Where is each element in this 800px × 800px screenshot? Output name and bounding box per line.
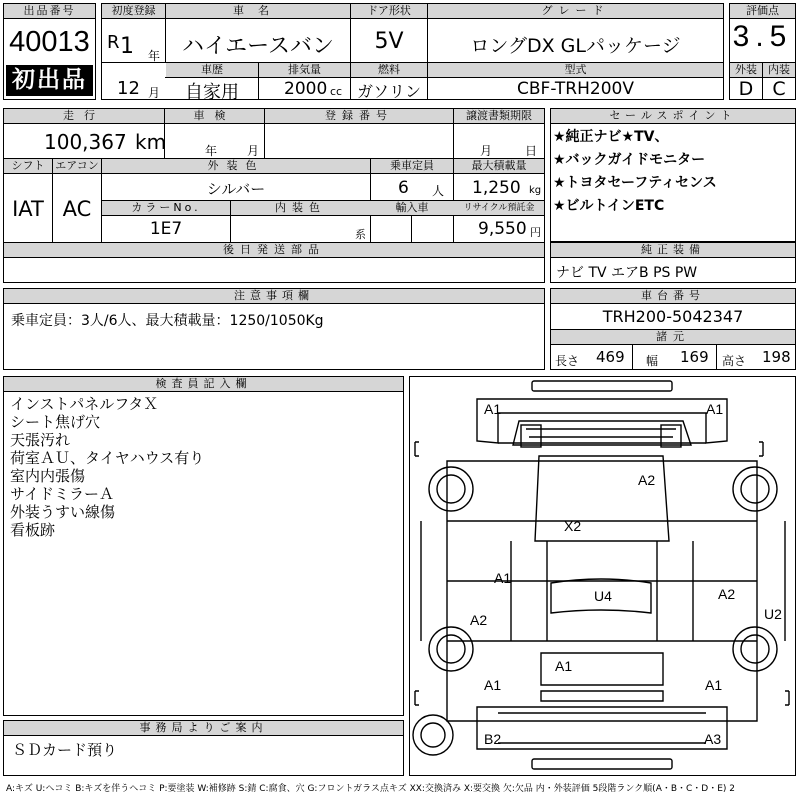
mileage: 100,367 xyxy=(44,130,127,154)
transfer-label: 譲渡書類期限 xyxy=(454,109,544,123)
recycle-unit: 円 xyxy=(530,226,541,239)
mark-rear-center: A1 xyxy=(555,658,573,674)
inspector-line-5: 室内内張傷 xyxy=(10,467,86,485)
mark-left-mid: A2 xyxy=(470,612,488,628)
caution-text: 乗車定員：3人/6人、最大積載量：1250/1050Kg xyxy=(11,313,324,329)
car-name-label: 車名 xyxy=(166,4,350,18)
model-label: 型式 xyxy=(428,63,723,77)
color-no: 1E7 xyxy=(149,219,183,239)
exterior-color: シルバー xyxy=(206,180,266,198)
equipment-list: ナビ TV エアB PS PW xyxy=(556,265,698,281)
color-no-label: カラーNo. xyxy=(102,201,230,215)
sales-point-1: ★純正ナビ★TV、 xyxy=(553,129,669,145)
door-type: 5V xyxy=(374,29,404,54)
mark-right-side: U2 xyxy=(764,606,782,622)
inspector-line-8: 看板跡 xyxy=(10,521,56,539)
sales-point-4: ★ビルトインETC xyxy=(553,198,665,214)
fuel: ガソリン xyxy=(356,82,421,101)
inspector-line-2: シート焦げ穴 xyxy=(10,413,101,431)
mileage-label: 走行 xyxy=(4,109,164,123)
color-label: 外装色 xyxy=(102,159,370,173)
displacement-unit: cc xyxy=(330,85,343,98)
mileage-unit: km xyxy=(135,130,167,154)
model-code: CBF-TRH200V xyxy=(517,79,634,99)
vehicle-outline xyxy=(410,377,795,775)
mark-bumper-left: B2 xyxy=(484,731,502,747)
length-label: 長さ xyxy=(555,354,580,368)
equipment-label: 純正装備 xyxy=(551,243,795,258)
lot-number: 40013 xyxy=(9,26,90,58)
car-name: ハイエースバン xyxy=(181,34,335,59)
mark-right-mid: A2 xyxy=(718,586,736,602)
ac-label: エアコン xyxy=(53,159,101,173)
max-load: 1,250 xyxy=(472,178,521,198)
import-label: 輸入車 xyxy=(371,201,453,215)
reg-month: 12 xyxy=(117,78,140,99)
reg-era: R xyxy=(107,32,120,53)
transfer-day-unit: 日 xyxy=(525,144,538,158)
reg-month-unit: 月 xyxy=(148,86,161,100)
car-history: 自家用 xyxy=(185,82,239,103)
mark-top-right: A1 xyxy=(706,401,724,417)
grade: ロングDX GLパッケージ xyxy=(470,35,681,57)
mark-windshield: X2 xyxy=(564,518,582,534)
first-reg-label: 初度登録 xyxy=(102,4,165,18)
mark-left-front: A1 xyxy=(494,570,512,586)
inspection-year-unit: 年 xyxy=(205,144,218,158)
office-label: 事務局よりご案内 xyxy=(4,721,403,736)
vehicle-diagram xyxy=(409,376,796,776)
length: 469 xyxy=(596,348,625,366)
mark-hood-right: A2 xyxy=(638,472,656,488)
interior-color-label: 内装色 xyxy=(231,201,370,215)
dims-label: 諸元 xyxy=(551,330,795,344)
width: 169 xyxy=(680,348,709,366)
inspector-line-6: サイドミラーＡ xyxy=(10,485,114,503)
height-label: 高さ xyxy=(722,354,747,368)
capacity-unit: 人 xyxy=(432,184,445,198)
width-label: 幅 xyxy=(646,354,659,368)
reg-year: 1 xyxy=(120,34,134,59)
inspector-line-1: インストパネルフタＸ xyxy=(10,395,159,413)
mark-bottom-right: A1 xyxy=(705,677,723,693)
sales-point-2: ★バックガイドモニター xyxy=(553,152,706,168)
interior-color-suffix: 系 xyxy=(355,228,366,241)
mark-bumper-right: A3 xyxy=(704,731,722,747)
air-conditioner: AC xyxy=(62,197,92,221)
fuel-label: 燃料 xyxy=(351,63,427,77)
door-label: ドア形状 xyxy=(351,4,427,18)
recycle-fee: 9,550 xyxy=(478,219,527,239)
reg-no-label: 登録番号 xyxy=(265,109,453,123)
height: 198 xyxy=(762,348,791,366)
sales-points-label: セールスポイント xyxy=(551,109,795,124)
exterior-grade: D xyxy=(738,78,754,100)
sales-point-3: ★トヨタセーフティセンス xyxy=(553,175,717,191)
first-listing-badge: 初出品 xyxy=(6,65,93,96)
recycle-label: リサイクル預託金 xyxy=(454,201,544,215)
interior-grade: C xyxy=(772,78,786,100)
inspector-line-7: 外装うすい線傷 xyxy=(10,503,116,521)
exterior-label: 外装 xyxy=(730,63,762,77)
grade-label: グレード xyxy=(428,4,723,18)
chassis-number: TRH200-5042347 xyxy=(602,307,744,326)
office-text: ＳＤカード預り xyxy=(12,741,118,759)
lot-number-label: 出品番号 xyxy=(4,4,95,19)
score-label: 評価点 xyxy=(730,4,795,19)
inspector-label: 検査員記入欄 xyxy=(4,377,403,392)
max-load-unit: kg xyxy=(529,185,542,196)
capacity-label: 乗車定員 xyxy=(371,159,453,173)
shift: IAT xyxy=(12,197,44,221)
later-parts-label: 後日発送部品 xyxy=(4,243,544,257)
score-value: 3.5 xyxy=(732,20,793,53)
inspector-line-3: 天張汚れ xyxy=(10,431,71,449)
mark-bottom-left: A1 xyxy=(484,677,502,693)
reg-year-unit: 年 xyxy=(148,49,161,63)
inspection-month-unit: 月 xyxy=(247,144,260,158)
displacement-label: 排気量 xyxy=(259,63,350,77)
shift-label: シフト xyxy=(4,159,52,173)
caution-label: 注意事項欄 xyxy=(4,289,544,304)
transfer-month-unit: 月 xyxy=(480,144,493,158)
interior-label: 内装 xyxy=(763,63,795,77)
capacity: 6 xyxy=(398,178,409,198)
max-load-label: 最大積載量 xyxy=(454,159,544,173)
history-label: 車歴 xyxy=(166,63,258,77)
mark-top-left: A1 xyxy=(484,401,502,417)
displacement: 2000 xyxy=(284,79,328,99)
legend-text: A:キズ U:ヘコミ B:キズを伴うヘコミ P:要塗装 W:補修跡 S:錆 C:腐食、穴 G:フロントガラス点キズ XX:交換済み X:要交換 欠:欠品 内・外装評価 5段階ランク順(A・B・C・D・E) 2 xyxy=(6,784,736,794)
chassis-label: 車台番号 xyxy=(551,289,795,304)
mark-roof: U4 xyxy=(594,588,612,604)
inspection-label: 車検 xyxy=(165,109,264,123)
inspector-line-4: 荷室ＡＵ、タイヤハウス有り xyxy=(10,449,205,467)
